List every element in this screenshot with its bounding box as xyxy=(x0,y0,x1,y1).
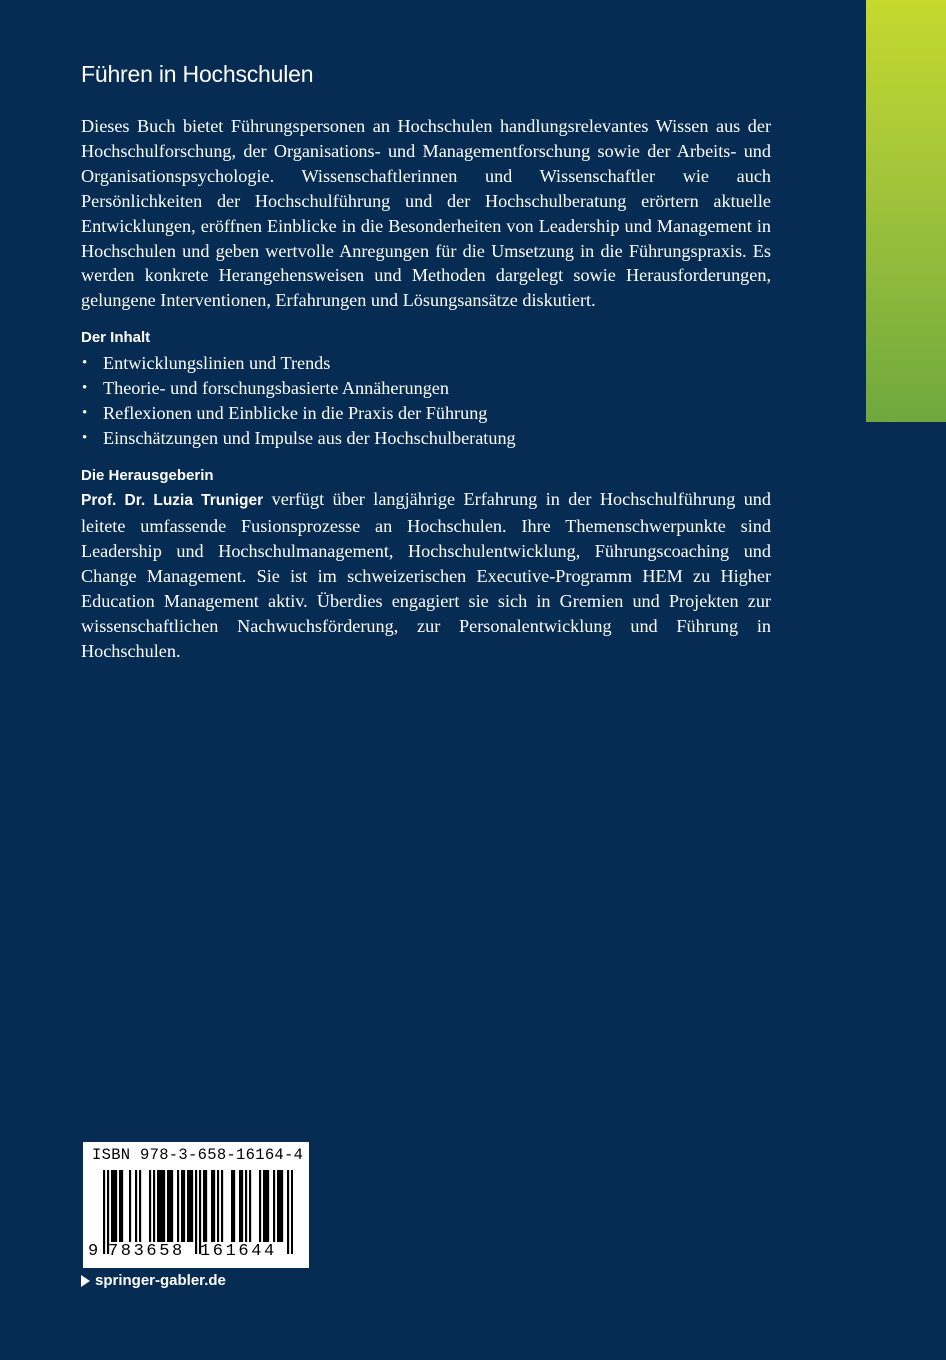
barcode-bar xyxy=(267,1170,269,1242)
back-cover-content xyxy=(81,58,771,664)
ean-right-digits: 161644 xyxy=(200,1242,277,1261)
herausgeberin-heading: Die Herausgeberin xyxy=(81,467,214,485)
barcode-bar xyxy=(159,1170,161,1242)
barcode-bar xyxy=(149,1170,151,1242)
list-item-text: Entwicklungslinien und Trends xyxy=(103,353,331,374)
barcode-bar xyxy=(211,1170,213,1242)
barcode-bar xyxy=(221,1170,223,1242)
barcode-bar xyxy=(113,1170,115,1242)
barcode-bar xyxy=(203,1170,205,1242)
publisher-url: springer-gabler.de xyxy=(95,1272,226,1289)
herausgeberin-bio-text: verfügt über langjährige Erfahrung in der Hochschulführung und leitete umfassende Fusionsprozesse an Hochschulen. Ihre Themenschwerpunkte sind Leadership und Hochschulmanagement, Hochschulentwicklung, Führungscoaching und Change Management. Sie ist im schweizerischen Executive-Programm HEM zu Higher Education Management aktiv. Überdies engagiert sie sich in Gremien und Projekten zur wissenschaftlichen Nachwuchsförderung, zur Personalentwicklung und Führung in Hochschulen. xyxy=(81,489,771,661)
bullet-icon: • xyxy=(82,405,88,422)
barcode-bar xyxy=(239,1170,241,1242)
barcode-bar xyxy=(183,1170,185,1242)
accent-bar xyxy=(866,0,946,422)
barcode-bar xyxy=(129,1170,131,1242)
bullet-icon: • xyxy=(82,380,88,397)
barcode-bar xyxy=(205,1170,207,1242)
list-item xyxy=(81,426,771,451)
barcode-bar xyxy=(111,1170,113,1242)
list-item xyxy=(81,376,771,401)
herausgeberin-name: Prof. Dr. Luzia Truniger xyxy=(81,492,264,510)
barcode-bar xyxy=(115,1170,117,1242)
herausgeberin-bio xyxy=(81,487,771,663)
barcode-bar xyxy=(189,1170,191,1242)
barcode-guard-bar xyxy=(291,1170,293,1254)
book-title: Führen in Hochschulen xyxy=(81,61,314,87)
barcode-bar xyxy=(249,1170,251,1242)
barcode-bar xyxy=(281,1170,283,1242)
ean-left-digits: 783658 xyxy=(108,1242,185,1261)
barcode-bar xyxy=(191,1170,193,1242)
barcode-guard-bar xyxy=(195,1170,197,1254)
list-item-text: Reflexionen und Einblicke in die Praxis der Führung xyxy=(103,403,488,424)
barcode-bar xyxy=(263,1170,265,1242)
list-item-text: Theorie- und forschungsbasierte Annäherungen xyxy=(103,378,449,399)
barcode-bar xyxy=(259,1170,261,1242)
list-item xyxy=(81,401,771,426)
barcode-bar xyxy=(273,1170,275,1242)
barcode-bar xyxy=(277,1170,279,1242)
barcode-bar xyxy=(245,1170,247,1242)
book-blurb: Dieses Buch bietet Führungspersonen an Hochschulen handlungsrelevantes Wissen aus der Hochschulforschung, der Organisations- und Managementforschung sowie der Arbeits- und Organisationspsychologie. Wissenschaftlerinnen und Wissenschaftler wie auch Persönlichkeiten der Hochschulführung und der Hochschulberatung erörtern aktuelle Entwicklungen, eröffnen Einblicke in die Besonderheiten von Leadership und Management in Hochschulen und geben wertvolle Anregungen für die Umsetzung in die Führungspraxis. Es werden konkrete Herangehensweisen und Methoden dargelegt sowie Herausforderungen, gelungene Interventionen, Erfahrungen und Lösungsansätze diskutiert. xyxy=(81,116,771,311)
barcode-bar xyxy=(241,1170,243,1242)
inhalt-heading: Der Inhalt xyxy=(81,329,151,347)
inhalt-list xyxy=(81,351,771,451)
barcode-bar xyxy=(167,1170,169,1242)
barcode-bar xyxy=(163,1170,165,1242)
barcode-guard-bar xyxy=(287,1170,289,1254)
barcode-bar xyxy=(139,1170,141,1242)
list-item xyxy=(81,351,771,376)
barcode-bar xyxy=(265,1170,267,1242)
isbn-barcode xyxy=(83,1142,309,1268)
barcode-bar xyxy=(121,1170,123,1242)
barcode-bar xyxy=(171,1170,173,1242)
barcode-bar xyxy=(169,1170,171,1242)
barcode-bar xyxy=(181,1170,183,1242)
play-arrow-icon xyxy=(81,1275,90,1287)
barcode-bar xyxy=(213,1170,215,1242)
barcode-bar xyxy=(119,1170,121,1242)
publisher-link[interactable] xyxy=(81,1272,226,1289)
bullet-icon: • xyxy=(82,430,88,447)
barcode-bar xyxy=(233,1170,235,1242)
isbn-label: ISBN 978-3-658-16164-4 xyxy=(92,1146,304,1164)
barcode-bar xyxy=(153,1170,155,1242)
barcode-bar xyxy=(177,1170,179,1242)
barcode-guard-bar xyxy=(103,1170,105,1254)
ean-first-digit: 9 xyxy=(88,1242,99,1261)
barcode-bar xyxy=(135,1170,137,1242)
bullet-icon: • xyxy=(82,355,88,372)
barcode-bar xyxy=(187,1170,189,1242)
list-item-text: Einschätzungen und Impulse aus der Hochschulberatung xyxy=(103,428,516,449)
barcode-bar xyxy=(231,1170,233,1242)
barcode-bar xyxy=(161,1170,163,1242)
barcode-bar xyxy=(279,1170,281,1242)
barcode-bar xyxy=(157,1170,159,1242)
barcode-bar xyxy=(217,1170,219,1242)
